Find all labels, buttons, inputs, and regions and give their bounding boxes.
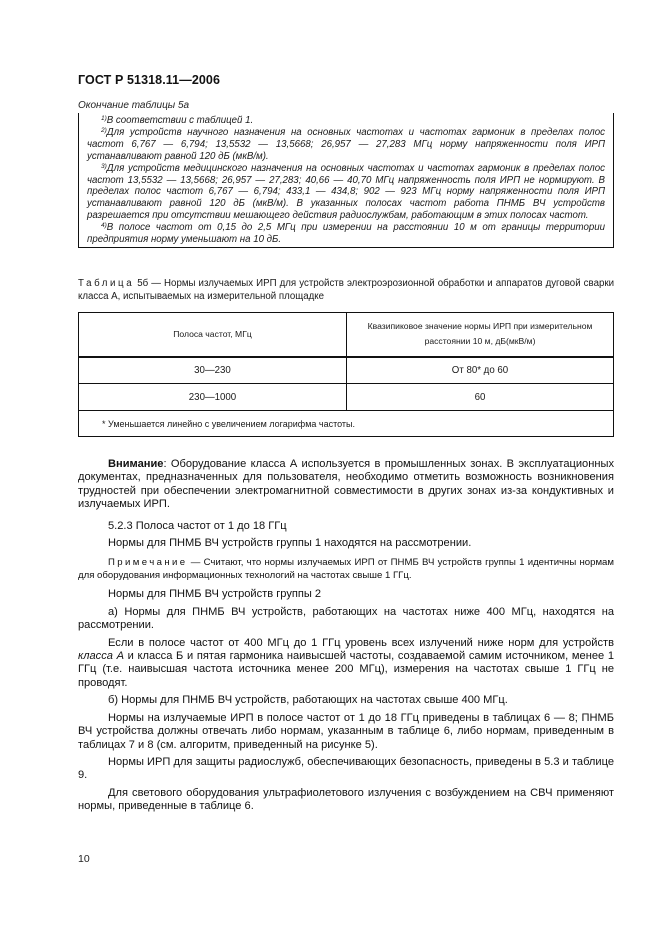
norms-paragraph: Нормы на излучаемые ИРП в полосе частот от 1 до 18 ГГц приведены в таблицах 6 — 8; ПНМБ ВЧ устройства должны отвечать либо нормам, указанным в таблице 6, либо нормам, приведенным в таблицах 7 и 8 (см. алгоритм, приведенный на рисунке 5). [78,711,614,751]
group1-paragraph: Нормы для ПНМБ ВЧ устройств группы 1 находятся на рассмотрении. [108,537,472,550]
document-code: ГОСТ Р 51318.11—2006 [78,73,221,87]
group2-heading: Нормы для ПНМБ ВЧ устройств группы 2 [108,588,322,601]
table-row [79,384,614,411]
table-footnote: * Уменьшается линейно с увеличением логарифма частоты. [79,411,614,437]
footnote-mark: 1) [101,115,107,122]
footnote-mark: 2) [101,126,107,134]
uv-paragraph: Для светового оборудования ультрафиолетового излучения с возбуждением на СВЧ применяют нормы, приведенные в таблице 6. [78,786,614,813]
cell-limit: 60 [347,384,614,411]
table-caption-text: 5б — Нормы излучаемых ИРП для устройств электроэрозионной обработки и аппаратов дуговой сварки класса А, испытываемых на измерительной площадке [78,278,614,302]
notes-box [78,113,614,248]
body-text [78,458,614,814]
norms-table [78,312,614,437]
page-number: 10 [78,853,90,865]
table-caption [78,277,614,303]
table-row [79,357,614,384]
cell-frequency: 230—1000 [79,384,347,411]
table-continuation-label: Окончание таблицы 5а [78,100,190,111]
table-header-row [79,313,614,357]
cell-frequency: 30—230 [79,357,347,384]
note-paragraph: Примечание — Считают, что нормы излучаемых ИРП от ПНМБ ВЧ устройств группы 1 идентичны нормам для оборудования информационных технологий на частотах свыше 1 ГГц. [78,557,614,582]
footnote-1: $^{1)}$В соответствии с таблицей 1. [101,115,254,126]
note-label: Примечание [108,557,188,569]
footnote-4: $^{4)}$В полосе частот от 0,15 до 2,5 МГц при измерении на расстоянии 10 м от границы территории предприятия норму уменьшают на 10 дБ. [87,222,605,246]
condition-paragraph: Если в полосе частот от 400 МГц до 1 ГГц уровень всех излучений ниже норм для устройств класса А и класса Б и пятая гармоника наивысшей частоты, создаваемой самим источником, менее 1 ГГц (т.е. наивысшая частота источника менее 200 МГц), измерения на частотах свыше 1 ГГц не проводят. [78,636,614,689]
footnote-mark: 4) [101,222,107,230]
section-heading: 5.2.3 Полоса частот от 1 до 18 ГГц [108,519,287,532]
table-label: Таблица [78,278,135,289]
item-b: б) Нормы для ПНМБ ВЧ устройств, работающих на частотах свыше 400 МГц. [108,694,508,707]
cell-limit: От 80* до 60 [347,357,614,384]
column-header-quasi-peak: Квазипиковое значение нормы ИРП при измерительном расстоянии 10 м, дБ(мкВ/м) [347,313,614,357]
column-header-frequency: Полоса частот, МГц [79,313,347,357]
footnote-3: $^{3)}$Для устройств медицинского назначения на основных частотах и частотах гармоник в пределах полос частот 13,5532 — 13,5668; 26,957 — 27,283; 40,66 — 40,70 МГц напряженность поля ИРП не нормируют. В пределах полос частот 6,767 — 6,794; 433,1 — 434,8; 902 — 923 МГц норму напряженности поля ИРП устанавливают равной 120 дБ (мкВ/м). В указанных полосах частот работа ПНМБ ВЧ устройств разрешается при отсутствии мешающего действия радиослужбам, работающим в этих полосах частот. [87,162,605,222]
safety-paragraph: Нормы ИРП для защиты радиослужб, обеспечивающих безопасность, приведены в 5.3 и таблице 9. [78,755,614,782]
footnote-mark: 3) [101,162,107,170]
attention-label: Внимание [108,458,164,470]
attention-paragraph: Внимание: Оборудование класса А используется в промышленных зонах. В эксплуатационных документах, предназначенных для пользователя, необходимо отметить возможность возникновения трудностей при обеспечении электромагнитной совместимости в других зонах из-за кондуктивных и излучаемых ИРП. [78,458,614,511]
footnote-2: $^{2)}$Для устройств научного назначения на основных частотах и частотах гармоник в пределах полос частот 6,767 — 6,794; 13,5532 — 13,5668; 26,957 — 27,283 МГц норму напряженности поля ИРП устанавливают равной 120 дБ (мкВ/м). [87,126,605,162]
item-a: а) Нормы для ПНМБ ВЧ устройств, работающих на частотах ниже 400 МГц, находятся на рассмотрении. [78,605,614,632]
table-footnote-row [79,411,614,437]
